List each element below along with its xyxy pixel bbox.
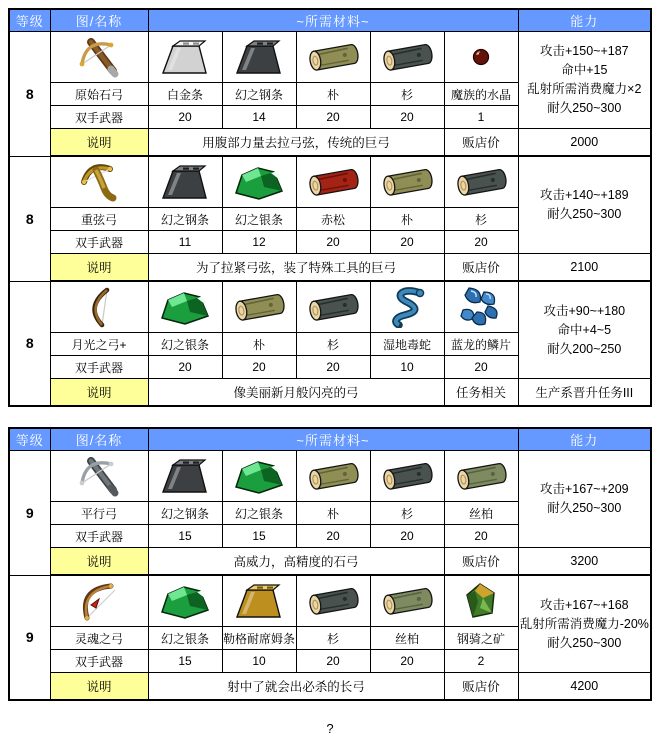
- pu-log-icon: [305, 455, 361, 497]
- weapon-icon-cell: [50, 32, 148, 83]
- material-name: 钢骑之矿: [444, 627, 518, 650]
- material-name: 朴: [370, 208, 444, 231]
- platinum-bar-icon: [160, 37, 210, 77]
- pu-log-icon: [379, 161, 435, 203]
- shan-log-icon: [305, 286, 361, 328]
- material-qty: 20: [370, 650, 444, 673]
- ability-line: 耐久250~300: [547, 635, 622, 650]
- desc-label: 说明: [50, 673, 148, 701]
- material-icon-cell: [370, 575, 444, 627]
- desc-text: 射中了就会出必杀的长弓: [148, 673, 444, 701]
- shan-log-icon: [379, 36, 435, 78]
- material-qty: 10: [222, 650, 296, 673]
- weapon-type: 双手武器: [50, 356, 148, 379]
- price-value: 2100: [518, 254, 651, 282]
- material-qty: 20: [444, 525, 518, 548]
- primitive-stone-bow-icon: [77, 34, 121, 80]
- ability-line: 耐久250~300: [547, 501, 622, 515]
- phantom-steel-bar-icon: [160, 162, 210, 202]
- material-icon-cell: [148, 156, 222, 208]
- material-icon-cell: [296, 156, 370, 208]
- material-name: 幻之银条: [222, 208, 296, 231]
- material-qty: 20: [296, 356, 370, 379]
- material-qty: 20: [296, 650, 370, 673]
- level-cell: 8: [9, 32, 50, 157]
- price-label: 贩店价: [444, 548, 518, 576]
- material-qty: 15: [222, 525, 296, 548]
- price-label: 任务相关: [444, 379, 518, 407]
- material-qty: 20: [296, 106, 370, 129]
- material-name: 魔族的水晶: [444, 83, 518, 106]
- phantom-silver-bar-icon: [233, 163, 285, 201]
- price-value: 4200: [518, 673, 651, 701]
- material-name: 幻之钢条: [222, 83, 296, 106]
- demon-crystal-icon: [471, 47, 491, 67]
- shan-log-icon: [379, 455, 435, 497]
- header-name: 图/名称: [50, 428, 148, 451]
- ability-cell: [518, 156, 651, 254]
- material-icon-cell: [296, 32, 370, 83]
- header-level: 等级: [9, 428, 50, 451]
- cypress-log-icon: [379, 580, 435, 622]
- desc-text: 为了拉紧弓弦，装了特殊工具的巨弓: [148, 254, 444, 282]
- material-icon-cell: [222, 156, 296, 208]
- material-qty: 20: [370, 231, 444, 254]
- footer-question-mark: ?: [326, 721, 334, 736]
- material-name: 赤松: [296, 208, 370, 231]
- material-icon-cell: [296, 451, 370, 502]
- weapon-icon-cell: [50, 156, 148, 208]
- price-value: 2000: [518, 129, 651, 157]
- material-qty: 20: [148, 106, 222, 129]
- ability-line: 乱射所需消费魔力-20%: [519, 616, 649, 631]
- legnasium-bar-icon: [234, 581, 284, 621]
- steel-rider-ore-icon: [464, 582, 498, 620]
- material-icon-cell: [444, 451, 518, 502]
- material-icon-cell: [296, 281, 370, 333]
- material-name: 杉: [444, 208, 518, 231]
- material-name: 朴: [296, 502, 370, 525]
- header-ability: 能力: [518, 428, 651, 451]
- material-qty: 15: [148, 650, 222, 673]
- level-cell: 9: [9, 575, 50, 700]
- ability-line: 攻击+140~+189: [539, 188, 629, 202]
- parallel-bow-icon: [77, 453, 121, 499]
- material-qty: 11: [148, 231, 222, 254]
- desc-text: 高威力，高精度的石弓: [148, 548, 444, 576]
- material-icon-cell: [370, 32, 444, 83]
- material-name: 勒格耐席姆条: [222, 627, 296, 650]
- phantom-silver-bar-icon: [159, 288, 211, 326]
- material-icon-cell: [296, 575, 370, 627]
- material-icon-cell: [444, 156, 518, 208]
- phantom-steel-bar-icon: [160, 456, 210, 496]
- material-qty: 20: [370, 106, 444, 129]
- heavy-string-bow-icon: [77, 160, 121, 204]
- pu-log-icon: [231, 286, 287, 328]
- weapon-type: 双手武器: [50, 231, 148, 254]
- ability-cell: [518, 281, 651, 379]
- material-qty: 20: [148, 356, 222, 379]
- material-qty: 15: [148, 525, 222, 548]
- level-cell: 9: [9, 451, 50, 576]
- weapon-tables-container: [8, 8, 652, 701]
- level-cell: 8: [9, 281, 50, 406]
- weapon-icon-cell: [50, 451, 148, 502]
- header-level: 等级: [9, 9, 50, 32]
- material-icon-cell: [444, 281, 518, 333]
- ability-cell: [518, 575, 651, 673]
- desc-label: 说明: [50, 548, 148, 576]
- ability-line: 乱射所需消费魔力×2: [527, 82, 642, 96]
- material-name: 幻之钢条: [148, 208, 222, 231]
- material-icon-cell: [444, 32, 518, 83]
- weapon-name: 月光之弓+: [50, 333, 148, 356]
- material-icon-cell: [222, 32, 296, 83]
- material-name: 幻之银条: [148, 333, 222, 356]
- shan-log-icon: [453, 161, 509, 203]
- material-name: 杉: [296, 333, 370, 356]
- ability-cell: [518, 451, 651, 548]
- ability-line: 耐久250~300: [547, 207, 622, 221]
- material-qty: 20: [296, 231, 370, 254]
- ability-line: 命中+4~5: [557, 322, 612, 337]
- red-pine-log-icon: [305, 161, 361, 203]
- material-icon-cell: [222, 281, 296, 333]
- header-ability: 能力: [518, 9, 651, 32]
- price-value: 生产系晋升任务III: [518, 379, 651, 407]
- material-qty: 1: [444, 106, 518, 129]
- soul-bow-icon: [77, 579, 121, 623]
- material-icon-cell: [370, 281, 444, 333]
- weapon-type: 双手武器: [50, 525, 148, 548]
- price-value: 3200: [518, 548, 651, 576]
- material-name: 杉: [370, 83, 444, 106]
- cypress-log-icon: [453, 455, 509, 497]
- price-label: 贩店价: [444, 254, 518, 282]
- material-qty: 10: [370, 356, 444, 379]
- ability-line: 攻击+167~+168: [539, 597, 629, 612]
- weapon-icon-cell: [50, 575, 148, 627]
- material-icon-cell: [148, 32, 222, 83]
- material-icon-cell: [148, 281, 222, 333]
- desc-label: 说明: [50, 129, 148, 157]
- material-icon-cell: [370, 451, 444, 502]
- phantom-steel-bar-icon: [234, 37, 284, 77]
- material-qty: 20: [444, 356, 518, 379]
- material-name: 幻之银条: [148, 627, 222, 650]
- ability-line: 耐久250~300: [547, 101, 622, 115]
- material-name: 杉: [370, 502, 444, 525]
- material-qty: 12: [222, 231, 296, 254]
- ability-line: 命中+15: [561, 63, 608, 77]
- material-name: 朴: [222, 333, 296, 356]
- weapon-type: 双手武器: [50, 650, 148, 673]
- price-label: 贩店价: [444, 673, 518, 701]
- material-name: 丝柏: [444, 502, 518, 525]
- material-qty: 20: [444, 231, 518, 254]
- material-icon-cell: [444, 575, 518, 627]
- desc-text: 用腹部力量去拉弓弦，传统的巨弓: [148, 129, 444, 157]
- weapon-type: 双手武器: [50, 106, 148, 129]
- material-name: 幻之银条: [222, 502, 296, 525]
- weapon-name: 重弦弓: [50, 208, 148, 231]
- material-name: 白金条: [148, 83, 222, 106]
- desc-label: 说明: [50, 254, 148, 282]
- weapon-icon-cell: [50, 281, 148, 333]
- ability-line: 攻击+90~+180: [543, 303, 626, 318]
- material-icon-cell: [370, 156, 444, 208]
- material-icon-cell: [148, 451, 222, 502]
- price-label: 贩店价: [444, 129, 518, 157]
- material-qty: 20: [370, 525, 444, 548]
- material-name: 蓝龙的鳞片: [444, 333, 518, 356]
- weapon-name: 灵魂之弓: [50, 627, 148, 650]
- moonlight-bow-icon: [79, 285, 119, 329]
- level-cell: 8: [9, 156, 50, 281]
- desc-label: 说明: [50, 379, 148, 407]
- material-qty: 20: [222, 356, 296, 379]
- material-name: 杉: [296, 627, 370, 650]
- header-name: 图/名称: [50, 9, 148, 32]
- material-icon-cell: [222, 575, 296, 627]
- pu-log-icon: [305, 36, 361, 78]
- material-name: 湿地毒蛇: [370, 333, 444, 356]
- header-materials: ~所需材料~: [148, 9, 518, 32]
- ability-line: 耐久200~250: [547, 341, 622, 356]
- weapon-table-1: [8, 8, 652, 407]
- material-name: 丝柏: [370, 627, 444, 650]
- desc-text: 像美丽新月般闪亮的弓: [148, 379, 444, 407]
- material-name: 朴: [296, 83, 370, 106]
- material-icon-cell: [222, 451, 296, 502]
- material-qty: 20: [296, 525, 370, 548]
- phantom-silver-bar-icon: [159, 582, 211, 620]
- blue-dragon-scale-icon: [457, 285, 505, 329]
- material-icon-cell: [148, 575, 222, 627]
- swamp-viper-icon: [385, 286, 429, 328]
- weapon-name: 原始石弓: [50, 83, 148, 106]
- shan-log-icon: [305, 580, 361, 622]
- weapon-name: 平行弓: [50, 502, 148, 525]
- header-materials: ~所需材料~: [148, 428, 518, 451]
- ability-line: 攻击+167~+209: [539, 482, 629, 496]
- weapon-table-2: [8, 427, 652, 701]
- material-qty: 14: [222, 106, 296, 129]
- material-qty: 2: [444, 650, 518, 673]
- ability-cell: [518, 32, 651, 129]
- phantom-silver-bar-icon: [233, 457, 285, 495]
- material-name: 幻之钢条: [148, 502, 222, 525]
- ability-line: 攻击+150~+187: [539, 44, 629, 58]
